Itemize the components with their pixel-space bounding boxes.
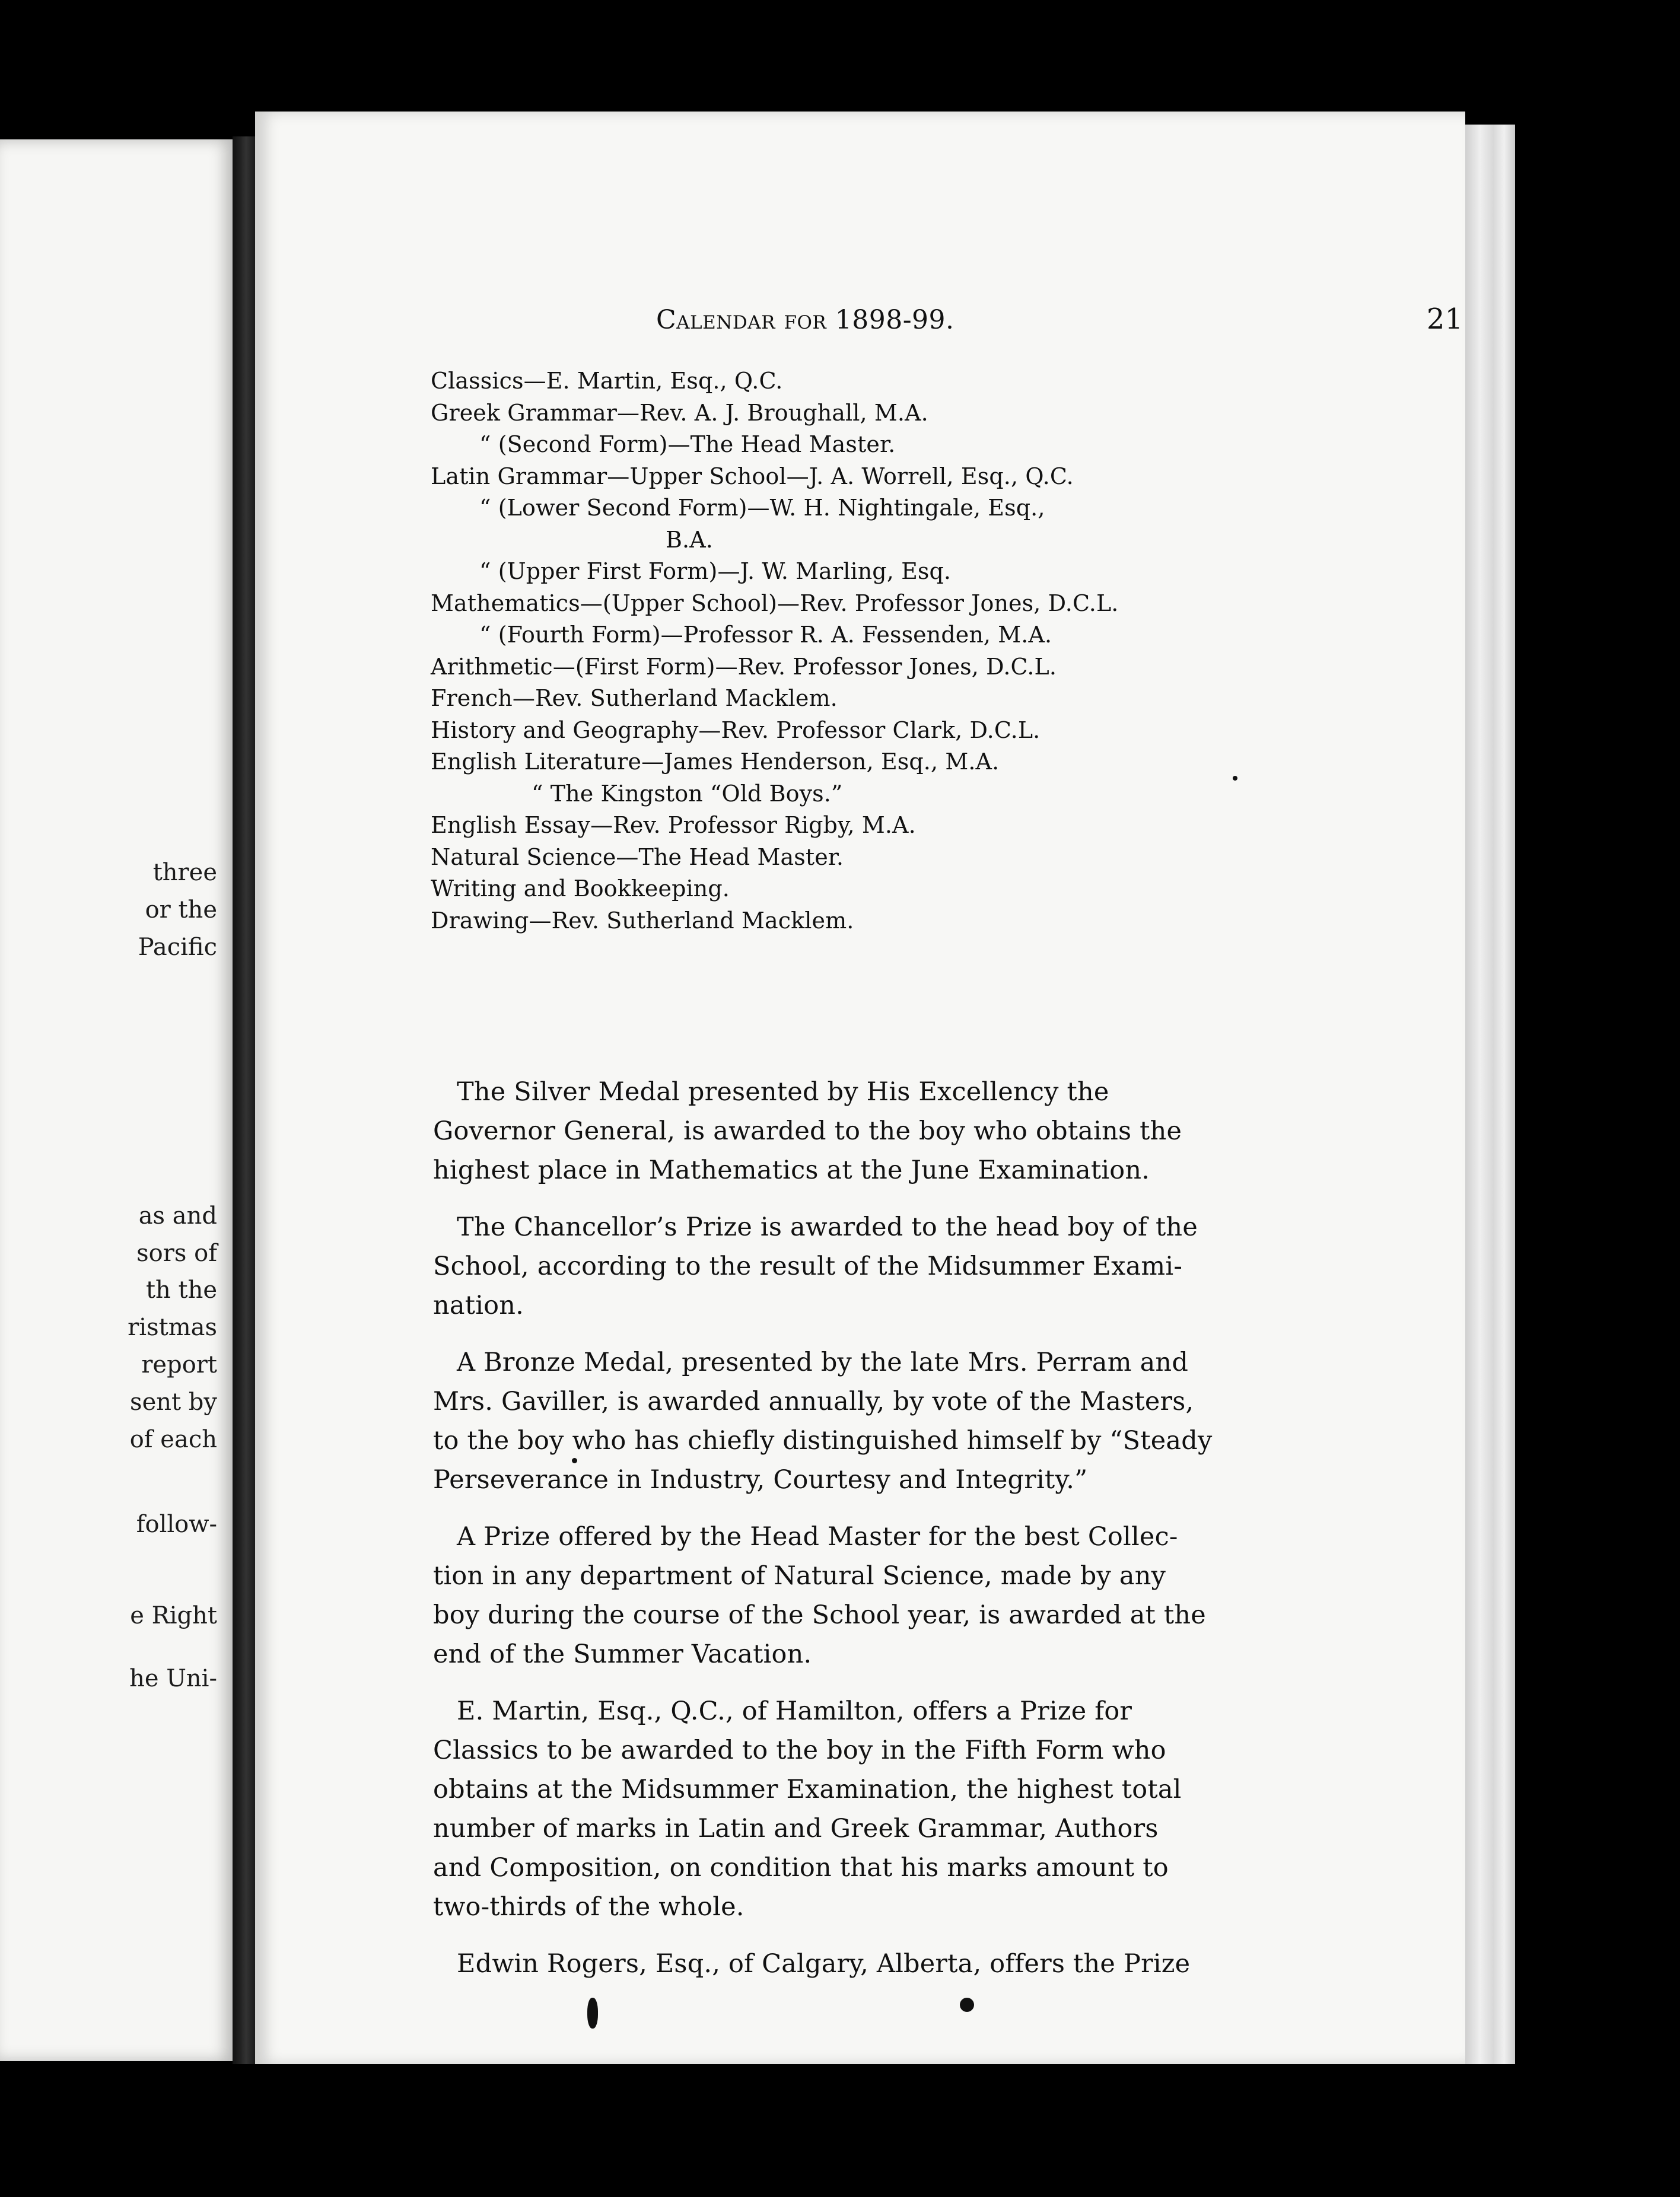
left-page-text-fragment: e Right [130,1602,217,1629]
prize-list-line: Drawing—Rev. Sutherland Macklem. [431,907,854,934]
paragraph-line: and Composition, on condition that his marks amount to [433,1853,1169,1883]
paragraph-line: School, according to the result of the Midsummer Exami- [433,1252,1183,1281]
paragraph-line: Edwin Rogers, Esq., of Calgary, Alberta, offers the Prize [457,1949,1191,1979]
prize-list-line: Mathematics—(Upper School)—Rev. Professor Jones, D.C.L. [431,590,1119,616]
paragraph-line: tion in any department of Natural Science, made by any [433,1561,1166,1591]
paragraph-line: Governor General, is awarded to the boy who obtains the [433,1116,1182,1146]
paragraph-line: Classics to be awarded to the boy in the Fifth Form who [433,1736,1166,1765]
left-page-text-fragment: as and [138,1202,217,1230]
paragraph [433,1208,1465,1325]
left-page-text-fragment: of each [129,1426,217,1453]
paragraph [433,1944,1465,1983]
prize-paragraphs [433,1072,1465,2001]
paragraph [433,1692,1465,1927]
paragraph-line: The Chancellor’s Prize is awarded to the head boy of the [457,1212,1198,1242]
prize-list-line: English Literature—James Henderson, Esq., M.A. [431,749,1000,775]
ink-speck [1233,776,1237,781]
prize-list-line: B.A. [666,526,713,553]
prize-list-line: Classics—E. Martin, Esq., Q.C. [431,368,783,394]
book-gutter [233,136,255,2064]
paragraph-line: Perseverance in Industry, Courtesy and Integrity.” [433,1465,1088,1495]
prize-list-line: History and Geography—Rev. Professor Clark, D.C.L. [431,717,1041,743]
left-page-text-fragment: three [152,859,217,886]
running-header [656,305,1463,342]
paragraph-line: highest place in Mathematics at the June Examination. [433,1155,1150,1185]
paragraph [433,1517,1465,1674]
prize-list-line: French—Rev. Sutherland Macklem. [431,685,838,711]
left-page-text-fragment: th the [145,1276,217,1304]
left-page-text-fragment: report [141,1351,217,1378]
paragraph-line: to the boy who has chiefly distinguished himself by “Steady [433,1426,1213,1456]
left-page-text-fragment: or the [145,896,217,924]
right-page [255,112,1465,2064]
running-title: Calendar for 1898-99. [656,305,954,335]
paragraph-line: end of the Summer Vacation. [433,1639,812,1669]
paragraph-line: nation. [433,1291,524,1320]
paragraph-line: The Silver Medal presented by His Excellency the [457,1077,1109,1107]
prize-list-line: English Essay—Rev. Professor Rigby, M.A. [431,812,916,838]
paragraph-line: Mrs. Gaviller, is awarded annually, by vote of the Masters, [433,1387,1194,1416]
prize-list-line: Arithmetic—(First Form)—Rev. Professor Jones, D.C.L. [431,653,1057,680]
prize-list-line: Latin Grammar—Upper School—J. A. Worrell, Esq., Q.C. [431,463,1074,489]
left-page-text-fragment: sors of [136,1240,217,1267]
left-page-text-fragment: he Uni- [129,1665,217,1692]
paragraph-line: A Prize offered by the Head Master for the best Collec- [457,1522,1178,1552]
prize-list [431,365,1465,937]
left-page-text-fragment: ristmas [128,1314,217,1341]
prize-list-line: “ (Fourth Form)—Professor R. A. Fessenden, M.A. [479,622,1052,648]
paragraph-line: two-thirds of the whole. [433,1892,744,1922]
prize-list-line: Writing and Bookkeeping. [431,875,730,902]
paragraph-line: number of marks in Latin and Greek Grammar, Authors [433,1814,1159,1843]
ink-speck [587,1998,598,2029]
ink-speck [572,1458,577,1463]
paragraph-line: A Bronze Medal, presented by the late Mrs. Perram and [457,1348,1189,1377]
left-page-fragment [0,139,233,2061]
left-page-text-fragment: Pacific [138,934,217,961]
prize-list-line: “ (Lower Second Form)—W. H. Nightingale, Esq., [479,495,1045,521]
prize-list-line: “ (Second Form)—The Head Master. [479,431,896,457]
left-page-text-fragment: follow- [136,1511,217,1538]
paragraph-line: E. Martin, Esq., Q.C., of Hamilton, offers a Prize for [457,1696,1132,1726]
paragraph [433,1072,1465,1190]
page-number: 21 [1426,303,1463,336]
ink-speck [960,1998,974,2012]
page-edge-stack [1465,125,1515,2064]
prize-list-line: Greek Grammar—Rev. A. J. Broughall, M.A. [431,399,928,426]
paragraph-line: obtains at the Midsummer Examination, the highest total [433,1775,1182,1804]
left-page-text-fragment: sent by [130,1389,217,1416]
paragraph [433,1343,1465,1499]
paragraph-line: boy during the course of the School year, is awarded at the [433,1600,1206,1630]
prize-list-line: “ (Upper First Form)—J. W. Marling, Esq. [479,558,952,584]
prize-list-line: “ The Kingston “Old Boys.” [532,780,843,807]
prize-list-line: Natural Science—The Head Master. [431,843,844,870]
